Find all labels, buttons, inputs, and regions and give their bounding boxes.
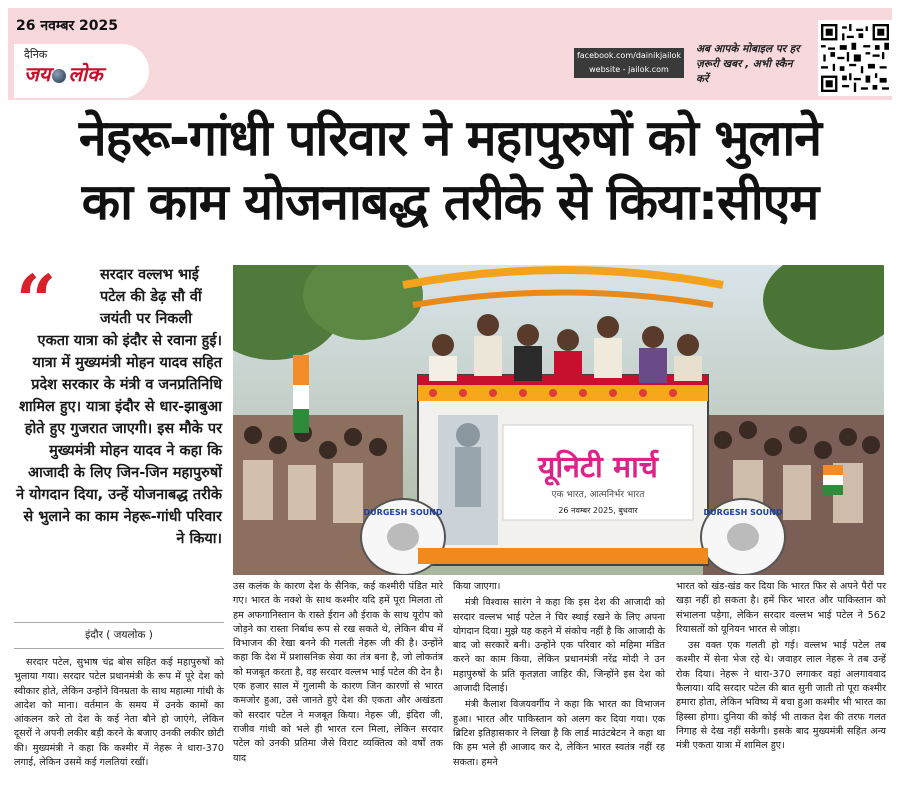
- masthead-band: [8, 8, 892, 100]
- facebook-link[interactable]: facebook.com/dainikjailok: [576, 51, 682, 60]
- divider: [14, 648, 224, 649]
- banner-subtitle: एक भारत, आत्मनिर्भर भारत: [551, 490, 645, 500]
- newspaper-logo: [14, 44, 149, 98]
- dateline: इंदौर ( जयलोक ): [85, 629, 153, 641]
- quote-mark-icon: “: [16, 259, 57, 342]
- issue-date: 26 नवम्बर 2025: [16, 18, 119, 34]
- rally-illustration: [233, 265, 884, 575]
- article-column-2: [233, 580, 443, 768]
- banner-date: 26 नवम्बर 2025, बुधवार: [558, 506, 638, 515]
- article-column-4: [676, 580, 886, 756]
- logo-prefix: दैनिक: [24, 48, 48, 61]
- website-link[interactable]: website - jailok.com: [589, 65, 669, 74]
- article-paragraph: सरदार पटेल, सुभाष चंद्र बोस सहित कई महापुरुषों को भुलाया गया। सरदार पटेल प्रधानमंत्री के रूप में पूरे देश को स्वीकार होते, लेकिन उन्होंने विनम्रता के साथ महात्मा गांधी के आदेश को माना। वर्तमान के समय में उनके कामों का आंकलन करे तो देश के कई नेता बौने हो जाएंगे, लेकिन दूसरों ने अपनी लकीर बड़ी करने के बजाए उनकी लकीर छोटी की। मुख्यमंत्री ने कहा कि कश्मीर में नेहरू ने धारा-370 लगाई, लेकिन उसमें कई गलतियां रखीं।: [14, 657, 224, 769]
- divider: [14, 622, 224, 623]
- logo-word-2: लोक: [68, 62, 103, 86]
- logo-word-1: जय: [24, 62, 51, 86]
- article-paragraph: उस कलंक के कारण देश के सैनिक, कई कश्मीरी पंडित मारे गए। भारत के नक्शे के साथ कश्मीर यदि हमें पूरा मिलता तो हम अफगानिस्तान के रास्ते ईरान औ ईराक के साथ यूरोप को जोड़ने का रास्ता निर्बाध रूप से रख सकते थे, लेकिन बीच में विभाजन की रेखा बनने की गलती नेहरू जी की है। उन्होंने कहा कि देश में प्रशासनिक सेवा का तंत्र बना है, जो लोकतंत्र को मजबूत करता है, वह सरदार वल्लभ भाई पटेल की देन है। एक हजार साल में गुलामी के कारण जिन कारणों से भारत कमजोर हुआ, उसे जानते हुऐ देश की एकता और अखंडता को सरदार पटेल ने मजबूत किया। नेहरू जी, इंदिरा जी, राजीव गांधी को भले ही भारत रत्न मिला, लेकिन सरदार पटेल को उनकी प्रतिमा जैसे विराट व्यक्तित्व को वर्षों तक याद: [233, 581, 443, 764]
- main-headline: [8, 106, 892, 234]
- speaker-label-right: DURGESH SOUND: [703, 508, 783, 517]
- pull-quote-lead: सरदार वल्लभ भाई पटेल की डेढ़ सौ वीं जयंती पर निकली: [100, 267, 202, 327]
- speaker-label-left: DURGESH SOUND: [363, 508, 443, 517]
- article-column-1: [14, 656, 224, 772]
- article-column-3: [453, 580, 665, 772]
- qr-code-icon: [821, 23, 889, 93]
- article-paragraph: किया जाएगा।: [453, 581, 501, 592]
- logo-wordmark: [24, 61, 139, 87]
- headline-line-1: नेहरू-गांधी परिवार ने महापुरुषों को भुलाने: [78, 109, 822, 167]
- article-paragraph: उस वक्त एक गलती हो गई। वल्लभ भाई पटेल तब कश्मीर में सेना भेज रहे थे। जवाहर लाल नेहरू ने तब उन्हें रोक दिया। नेहरू ने धारा-370 लगाकर वहां अलगाववाद फैलाया। यदि सरदार पटेल की बात सुनी जाती तो पूरा कश्मीर हमारा होता, लेकिन भविष्य में बचा हुआ कश्मीर भी भारत का हिस्सा होगा। दुनिया की कोई भी ताकत देश की तरफ गलत निगाह से देख नहीं सकेगी। इसके बाद मुख्यमंत्री सहित अन्य मंत्री एकता यात्रा में शामिल हुए।: [676, 640, 887, 752]
- scan-tagline: अब आपके मोबाइल पर हर ज़रूरी खबर , अभी स्कैन करें: [696, 43, 800, 85]
- headline-line-2: का काम योजनाबद्ध तरीके से किया:सीएम: [81, 173, 819, 231]
- rally-photo: [233, 265, 884, 575]
- article-paragraph: भारत को खंड-खंड कर दिया कि भारत फिर से अपने पैरों पर खड़ा नहीं हो सकता है। हमें फिर भारत और पाकिस्तान को संभालना पड़ेगा, लेकिन सरदार वल्लभ भाई पटेल ने 562 रियासतों को यूनियन भारत से जोड़ा।: [676, 581, 886, 635]
- banner-title: यूनिटी मार्च: [538, 450, 658, 485]
- web-links-box: [574, 48, 684, 78]
- pull-quote-body: एकता यात्रा को इंदौर से रवाना हुई। यात्रा में मुख्यमंत्री मोहन यादव सहित प्रदेश सरकार के मंत्री व जनप्रतिनिधि शामिल हुए। यात्रा इंदौर से धार-झाबुआ होते हुए गुजरात जाएगी। इस मौके पर मुख्यमंत्री मोहन यादव ने कहा कि आजादी के लिए जिन-जिन महापुरुषों ने योगदान दिया, उन्हें योजनाबद्ध तरीके से भुलाने का काम नेहरू-गांधी परिवार ने किया।: [16, 333, 222, 547]
- article-paragraph: मंत्री कैलाश विजयवर्गीय ने कहा कि भारत का विभाजन हुआ। भारत और पाकिस्तान को अलग कर दिया गया। एक ब्रिटिश इतिहासकार ने लिखा है कि लार्ड माउंटबेटन ने कहा था कि हम भले ही आजाद कर दे, लेकिन भारत स्वतंत्र नहीं रह सकता। हमने: [453, 699, 665, 768]
- article-paragraph: मंत्री विश्वास सारंग ने कहा कि इस देश की आजादी को सरदार वल्लभ भाई पटेल ने चिर स्थाई रखने के लिए अपना योगदान दिया। मुझे यह कहने में संकोच नहीं है कि आजादी के बाद जो सरकारें बनी। उन्होंने एक परिवार को महिमा मंडित करने का काम किया, लेकिन प्रधानमंत्री नरेंद्र मोदी ने उन महापुरुषों के प्रति कृतज्ञता जाहिर की, जिन्होंने इस देश को आजादी दिलाई।: [453, 597, 665, 695]
- pull-quote: [16, 259, 222, 550]
- qr-code[interactable]: [818, 20, 892, 96]
- globe-icon: [52, 69, 66, 83]
